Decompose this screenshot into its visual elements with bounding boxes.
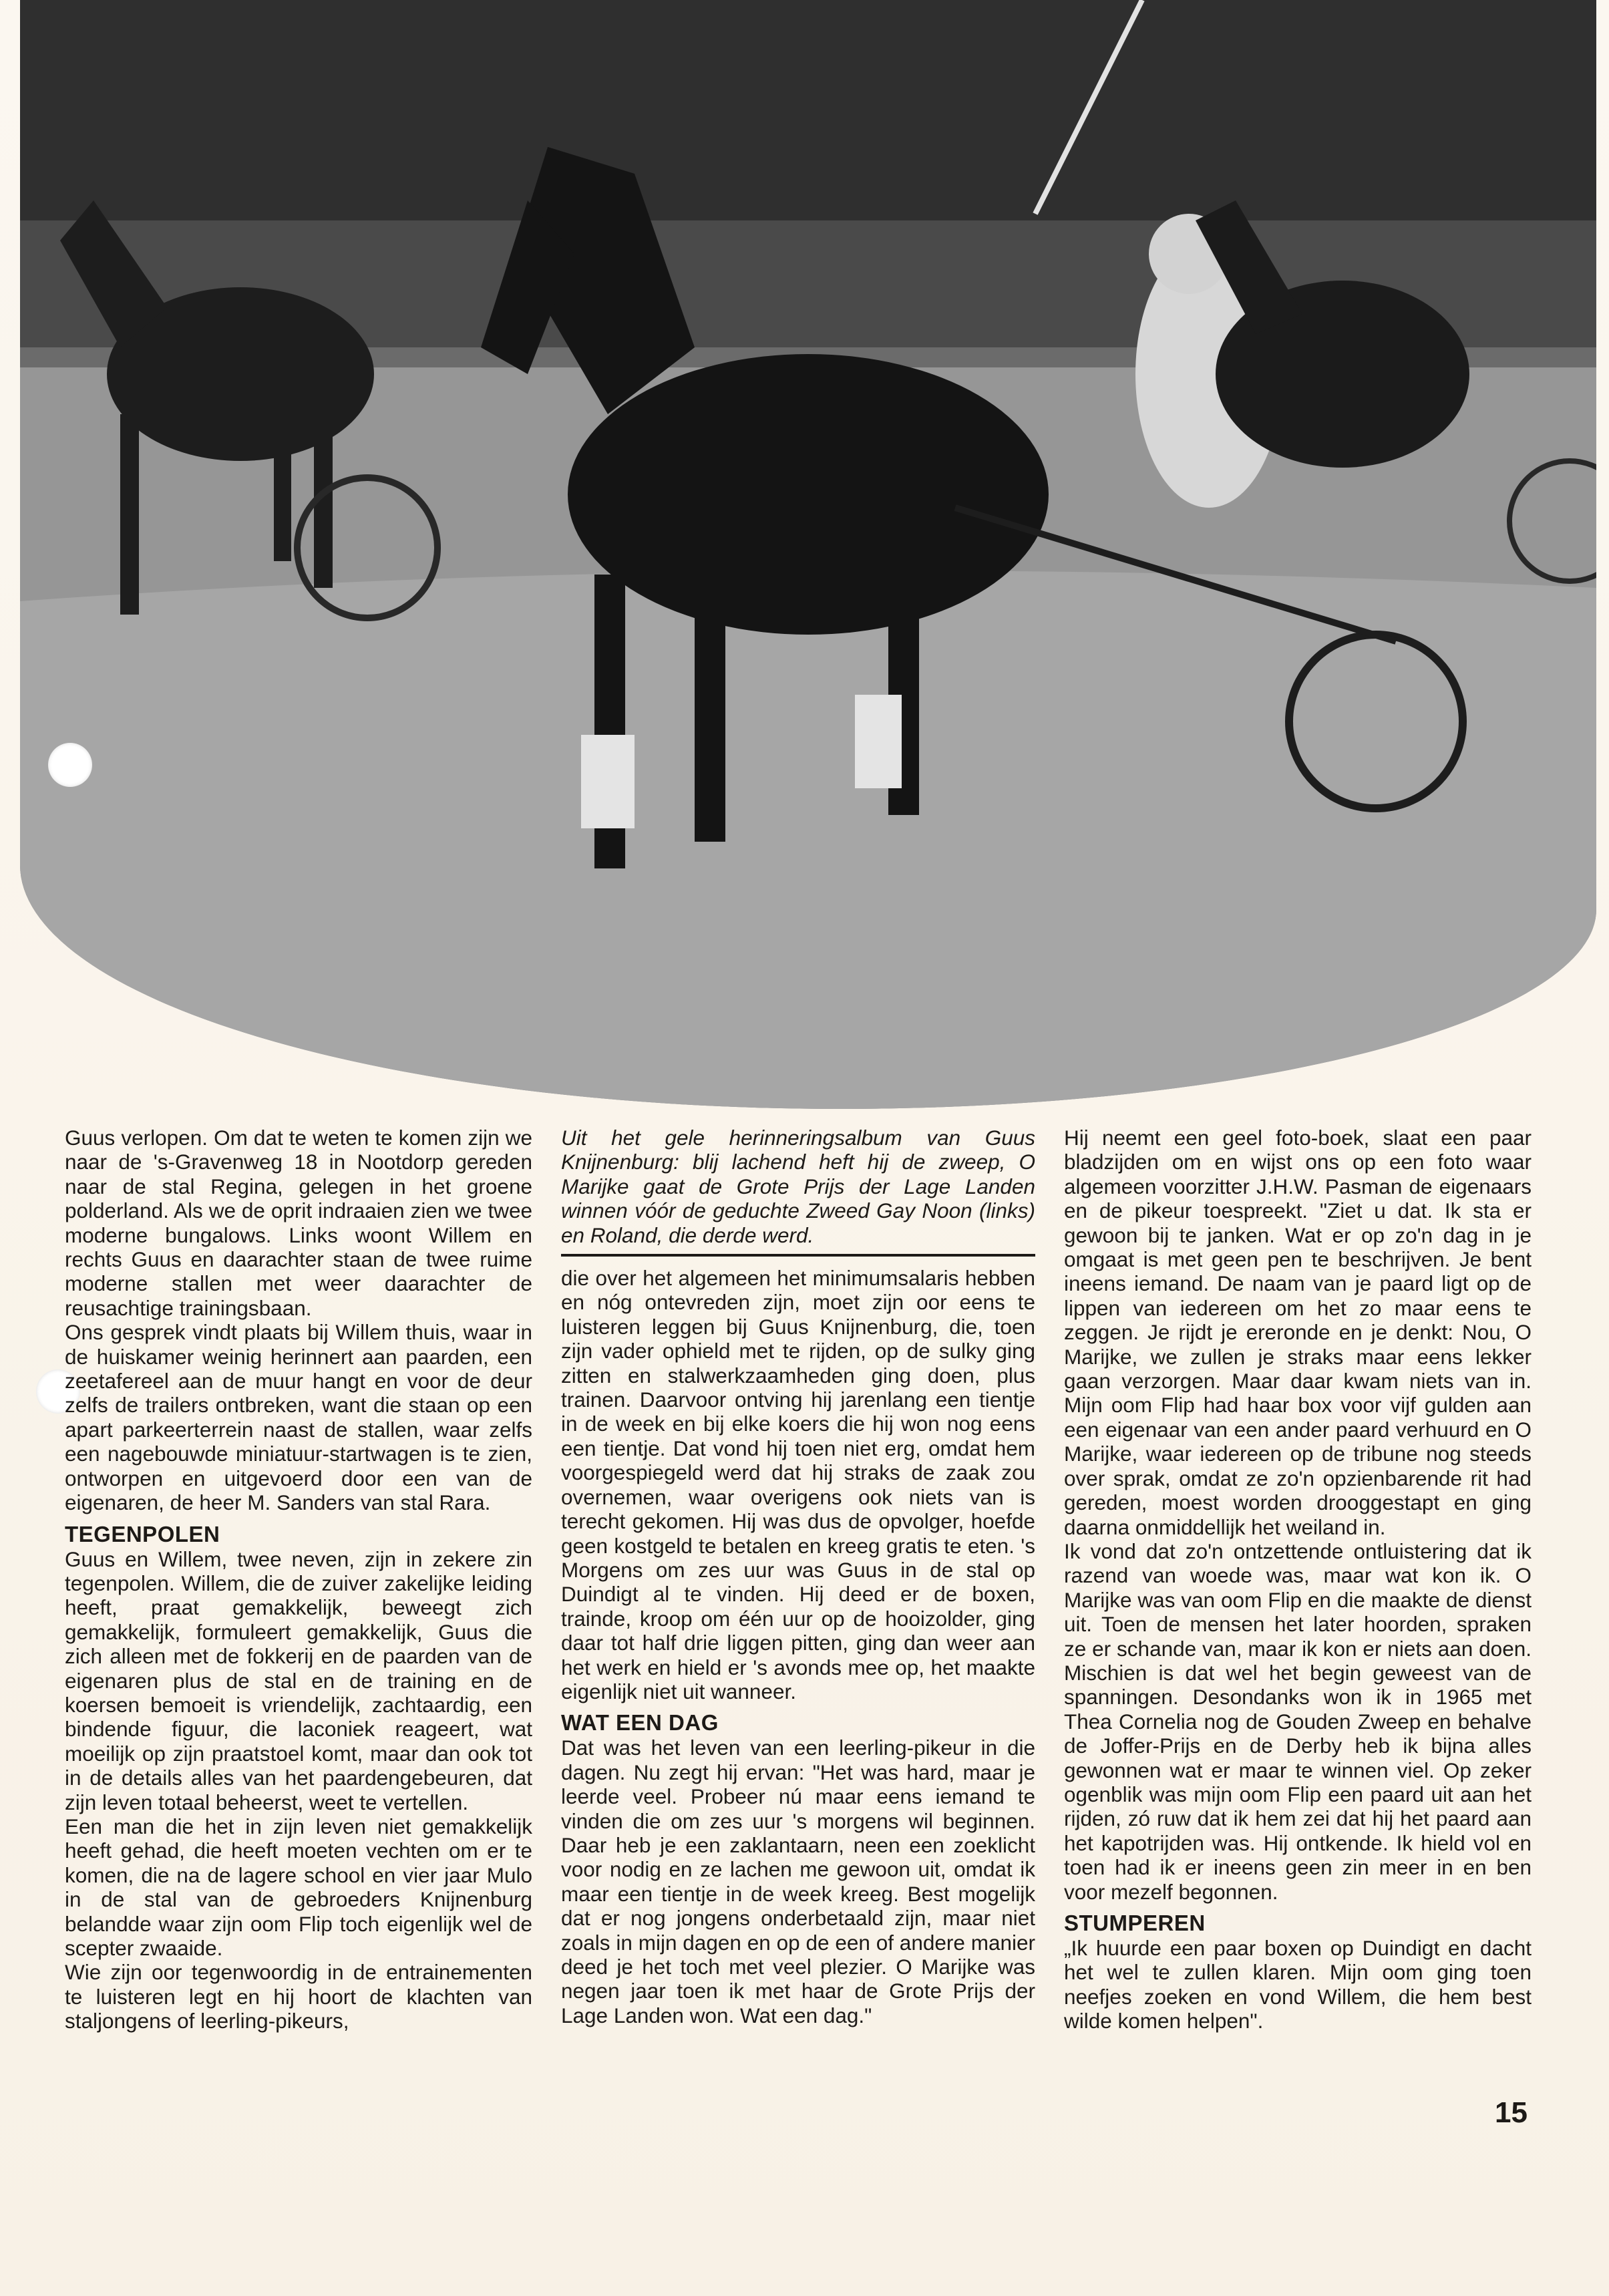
body-paragraph: Wie zijn oor tegenwoordig in de entrainementen te luisteren legt en hij hoort de klachten van staljongens of leerling-pikeurs, — [65, 1960, 532, 2033]
body-paragraph: Ik vond dat zo'n ontzettende ontluistering dat ik razend van woede was, maar wat kon ik. O Marijke was van oom Flip en die maakte de dienst uit. Toen de mensen het later hoorden, spraken ze er schande van, maar ik kon er niets aan doen. Mischien is dat wel het begin geweest van de spanningen. Desondanks won ik in 1965 met Thea Cornelia nog de Gouden Zweep en behalve de Joffer-Prijs en de Derby heb ik bijna alles gewonnen wat er maar te winnen viel. Op zeker ogenblik was mijn oom Flip een paard uit aan het rijden, zó ruw dat ik hem zei dat hij het paard aan het kapotrijden was. Hij ontkende. Ik hield vol en toen had ik er ineens geen zin meer in en ben voor mezelf begonnen. — [1064, 1538, 1532, 1904]
photo-illustration — [20, 0, 1596, 1109]
column-left — [65, 1126, 532, 2033]
section-heading: TEGENPOLEN — [65, 1521, 220, 1546]
photo-caption: Uit het gele herinneringsalbum van Guus Knijnenburg: blij lachend heft hij de zweep, O Marijke gaat de Grote Prijs der Lage Landen winnen vóór de geduchte Zweed Gay Noon (links) en Roland, die derde werd. — [561, 1126, 1035, 1247]
body-paragraph: Guus verlopen. Om dat te weten te komen zijn we naar de 's-Gravenweg 18 in Nootdorp gereden naar de stal Regina, gelegen in het groene polderland. Als we de oprit indraaien zien we twee moderne bungalows. Links woont Willem en rechts Guus en daarachter staan de twee ruime moderne stallen met weer daarachter de reusachtige trainingsbaan. — [65, 1126, 532, 1320]
body-paragraph: Ons gesprek vindt plaats bij Willem thuis, waar in de huiskamer weinig herinnert aan paarden, een zeetafereel aan de muur hangt en voor de deur zelfs de trailers ontbreken, want die staan op een apart parkeerterrein naast de stallen, waar zelfs een nagebouwde miniatuur-startwagen is te zien, ontworpen en uitgevoerd door een van de eigenaren, de heer M. Sanders van stal Rara. — [65, 1320, 532, 1515]
body-paragraph: „Ik huurde een paar boxen op Duindigt en dacht het wel te zullen klaren. Mijn oom ging toen neefjes zoeken en vond Willem, die hem best wilde komen helpen". — [1064, 1936, 1532, 2033]
section-heading: STUMPEREN — [1064, 1911, 1206, 1935]
body-paragraph: Een man die het in zijn leven niet gemakkelijk heeft gehad, die heeft moeten vechten om er te komen, die na de lagere school en vier jaar Mulo in de stal van de gebroeders Knijnenburg belandde waar zijn oom Flip toch eigenlijk wel de scepter zwaaide. — [65, 1814, 532, 1960]
page-number: 15 — [1495, 2096, 1528, 2129]
column-middle — [561, 1126, 1035, 2027]
body-paragraph: Guus en Willem, twee neven, zijn in zekere zin tegenpolen. Willem, die de zuiver zakelijke leiding heeft, praat gemakkelijk, beweegt zich gemakkelijk, formuleert gemakkelijk, Guus die zich alleen met de fokkerij en de paarden van de eigenaren plus de stal en de training en de koersen bemoeit is vriendelijk, zachtaardig, een bindende figuur, die laconiek reageert, wat moeilijk op zijn praatstoel komt, maar dan ook tot in de details alles van het paardengebeuren, dat zijn leven totaal beheerst, weet te vertellen. — [65, 1546, 532, 1814]
section-heading: WAT EEN DAG — [561, 1710, 719, 1736]
column-right — [1064, 1126, 1532, 2033]
body-paragraph: die over het algemeen het minimumsalaris hebben en nóg ontevreden zijn, moet zijn oor eens te luisteren leggen bij Guus Knijnenburg, die, toen zijn vader ophield met te rijden, op de sulky ging zitten en stalwerkzaamheden ging doen, plus trainen. Daarvoor ontving hij jarenlang een tientje in de week en bij elke koers die hij won nog eens een tientje. Dat vond hij toen niet erg, omdat hem voorgespiegeld werd dat hij straks de zaak zou overnemen, waar overigens ook niets van is terecht gekomen. Hij was dus de opvolger, hoefde geen kostgeld te betalen en kreeg gratis te eten. 's Morgens om zes uur was Guus in de stal op Duindigt al te vinden. Hij deed er de boxen, trainde, kroop om één uur op de hooizolder, ging daar tot half drie liggen pitten, ging dan weer aan het werk en hield er 's avonds mee op, het maakte eigenlijk niet uit wanneer. — [561, 1266, 1035, 1703]
harness-racing-photo — [20, 0, 1596, 1109]
body-paragraph: Hij neemt een geel foto-boek, slaat een paar bladzijden om en wijst ons op een foto waar algemeen voorzitter J.H.W. Pasman de eigenaars en de pikeur toespreekt. "Ziet u dat. Ik sta er gewoon bij te janken. Wat er op zo'n dag in je omgaat is met geen pen te beschrijven. Je bent ineens iemand. De naam van je paard ligt op de lippen van iedereen om het zo maar eens te zeggen. Je rijdt je ereronde en je denkt: Nou, O Marijke, we zullen je straks maar eens lekker gaan verzorgen. Maar daar kwam niets van in. Mijn oom Flip had haar box voor vijf gulden aan een eigenaar van een ander paard verhuurd en O Marijke, waar iedereen op de tribune nog steeds over sprak, omdat ze zo'n opzienbarende rit had gereden, moest worden drooggestapt en ging daarna onmiddellijk het weiland in. — [1064, 1126, 1532, 1539]
punch-hole-top — [48, 743, 92, 787]
caption-divider — [561, 1254, 1035, 1257]
body-paragraph: Dat was het leven van een leerling-pikeur in die dagen. Nu zegt hij ervan: "Het was hard, maar je leerde veel. Probeer nú maar eens iemand te vinden die om zes uur 's morgens wil beginnen. Daar heb je een zaklantaarn, neen een zoeklicht voor nodig en ze lachen me gewoon uit, omdat ik maar een tientje in de week kreeg. Best mogelijk dat er nog jongens onderbetaald zijn, maar niet zoals in mijn dagen en op de een of andere manier deed je het toch met veel plezier. O Marijke was negen jaar toen ik met haar de Grote Prijs der Lage Landen won. Wat een dag." — [561, 1736, 1035, 2027]
